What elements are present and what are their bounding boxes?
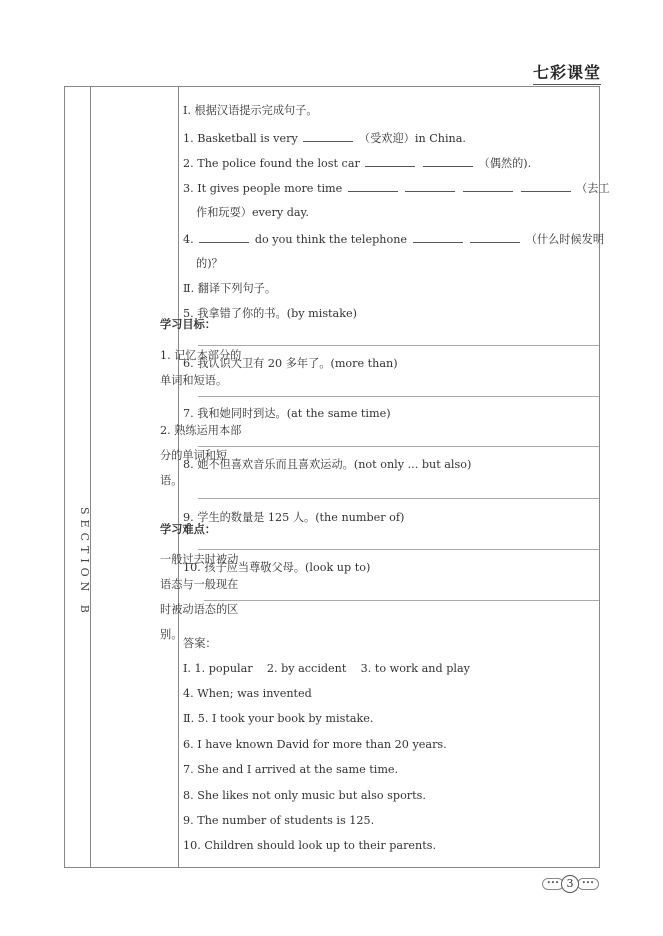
dots-icon: ••• <box>577 878 599 890</box>
answer-line[interactable] <box>198 446 599 447</box>
translate-item: 8. 她不但喜欢音乐而且喜欢运动。(not only ... but also) <box>183 458 472 471</box>
blank[interactable] <box>199 232 249 243</box>
question-3: 3. It gives people more time （去工 <box>183 182 610 195</box>
blank[interactable] <box>470 232 520 243</box>
goal-1: 1. 记忆本部分的单词和短语。 <box>160 349 242 387</box>
translate-item: 6. 我认识大卫有 20 多年了。(more than) <box>183 357 398 370</box>
question-3-cont: 作和玩耍）every day. <box>196 206 309 219</box>
logo: 七彩课堂 <box>533 60 601 85</box>
translate-item: 7. 我和她同时到达。(at the same time) <box>183 407 391 420</box>
answer-line-text: 7. She and I arrived at the same time. <box>183 763 399 776</box>
worksheet-table <box>64 86 610 868</box>
answer-line-text: 4. When; was invented <box>183 687 312 700</box>
answer-line[interactable] <box>198 498 599 499</box>
page-number-badge <box>542 876 598 892</box>
answer-line[interactable] <box>198 549 599 550</box>
blank[interactable] <box>423 156 473 167</box>
answers-title: 答案： <box>183 637 217 650</box>
answer-line-text: 8. She likes not only music but also sports. <box>183 789 426 802</box>
answer-line[interactable] <box>204 600 599 601</box>
blank[interactable] <box>521 181 571 192</box>
blank[interactable] <box>463 181 513 192</box>
blank[interactable] <box>413 232 463 243</box>
translate-item: 9. 学生的数量是 125 人。(the number of) <box>183 511 405 524</box>
answer-line-text: 9. The number of students is 125. <box>183 814 375 827</box>
blank[interactable] <box>365 156 415 167</box>
blank[interactable] <box>303 131 353 142</box>
blank[interactable] <box>348 181 398 192</box>
answer-line-text: Ⅰ. 1. popular 2. by accident 3. to work and play <box>183 662 470 675</box>
column-divider <box>90 87 91 867</box>
blank[interactable] <box>405 181 455 192</box>
goal-2: 2. 熟练运用本部分的单词和短语。 <box>160 424 242 487</box>
part2-title: Ⅱ. 翻译下列句子。 <box>183 282 277 295</box>
goals-title: 学习目标： <box>160 317 216 331</box>
answer-line-text: 6. I have known David for more than 20 years. <box>183 738 447 751</box>
answer-line[interactable] <box>198 345 599 346</box>
page-number: 3 <box>561 875 579 893</box>
answer-line-text: Ⅱ. 5. I took your book by mistake. <box>183 712 374 725</box>
question-2: 2. The police found the lost car （偶然的). <box>183 157 532 170</box>
dots-icon: ••• <box>542 878 564 890</box>
question-4: 4. do you think the telephone （什么时候发明 <box>183 233 605 246</box>
difficulty-text: 一般过去时被动语态与一般现在时被动语态的区别。 <box>160 553 239 641</box>
answer-line[interactable] <box>198 396 599 397</box>
answer-line-text: 10. Children should look up to their parents. <box>183 839 437 852</box>
translate-item: 5. 我拿错了你的书。(by mistake) <box>183 307 357 320</box>
section-label: SECTION B <box>78 507 91 618</box>
difficulty-title: 学习难点： <box>160 522 216 536</box>
question-1: 1. Basketball is very （受欢迎）in China. <box>183 132 466 145</box>
part1-title: Ⅰ. 根据汉语提示完成句子。 <box>183 104 318 117</box>
translate-item: 10. 孩子应当尊敬父母。(look up to) <box>183 561 371 574</box>
question-4-cont: 的)？ <box>196 257 223 270</box>
